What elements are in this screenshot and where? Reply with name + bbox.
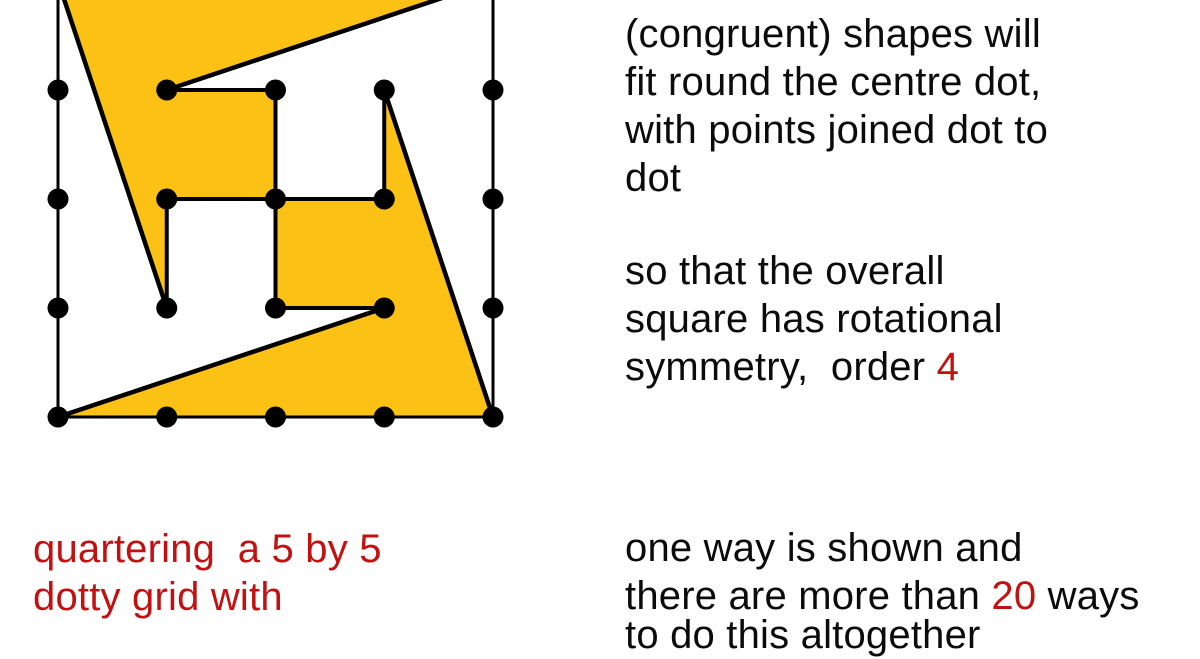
caption-quartering-title: [33, 525, 382, 621]
caption-line: [625, 10, 1048, 58]
caption-shapes-fit: [625, 10, 1048, 202]
caption-line: [625, 58, 1048, 106]
grid-dot: [156, 407, 177, 428]
caption-text: with points joined dot to: [625, 108, 1049, 152]
grid-dot: [265, 407, 286, 428]
grid-dot: [374, 189, 395, 210]
grid-dot: [483, 298, 504, 319]
caption-text: so that the overall: [625, 249, 945, 293]
caption-text: fit round the centre dot,: [625, 60, 1042, 104]
caption-text: dot: [625, 156, 682, 200]
caption-text: (congruent) shapes will: [625, 12, 1041, 56]
caption-line: [625, 343, 1003, 391]
accent-red-text: 4: [936, 345, 960, 389]
grid-dot: [483, 80, 504, 101]
grid-dot: [265, 189, 286, 210]
caption-line: [625, 106, 1048, 154]
caption-text: to do this altogether: [625, 613, 981, 657]
grid-dot: [374, 407, 395, 428]
caption-line: [625, 295, 1003, 343]
caption-text: ways: [1036, 574, 1140, 618]
caption-rotational-symmetry: [625, 247, 1003, 391]
caption-line: [625, 247, 1003, 295]
caption-text: dotty grid with: [33, 575, 283, 619]
grid-dot: [156, 298, 177, 319]
caption-text: one way is shown and: [625, 526, 1023, 570]
grid-dot: [374, 298, 395, 319]
caption-line: [625, 524, 1023, 572]
caption-line: [625, 154, 1048, 202]
caption-line: [33, 525, 382, 573]
caption-line: [625, 611, 981, 659]
caption-text: there are more than: [625, 574, 992, 618]
caption-line: [33, 573, 382, 621]
grid-dot: [483, 189, 504, 210]
grid-dot: [48, 189, 69, 210]
grid-dot: [156, 80, 177, 101]
grid-dot: [156, 189, 177, 210]
grid-dot: [48, 407, 69, 428]
accent-red-text: 20: [991, 574, 1037, 618]
grid-dot: [48, 298, 69, 319]
caption-text: quartering a 5 by 5: [33, 527, 382, 571]
grid-dot: [265, 80, 286, 101]
dotty-grid-figure: [0, 0, 560, 470]
grid-dot: [374, 80, 395, 101]
caption-text: symmetry, order: [625, 345, 937, 389]
grid-dot: [483, 407, 504, 428]
grid-dot: [265, 298, 286, 319]
grid-dot: [48, 80, 69, 101]
caption-text: square has rotational: [625, 297, 1003, 341]
